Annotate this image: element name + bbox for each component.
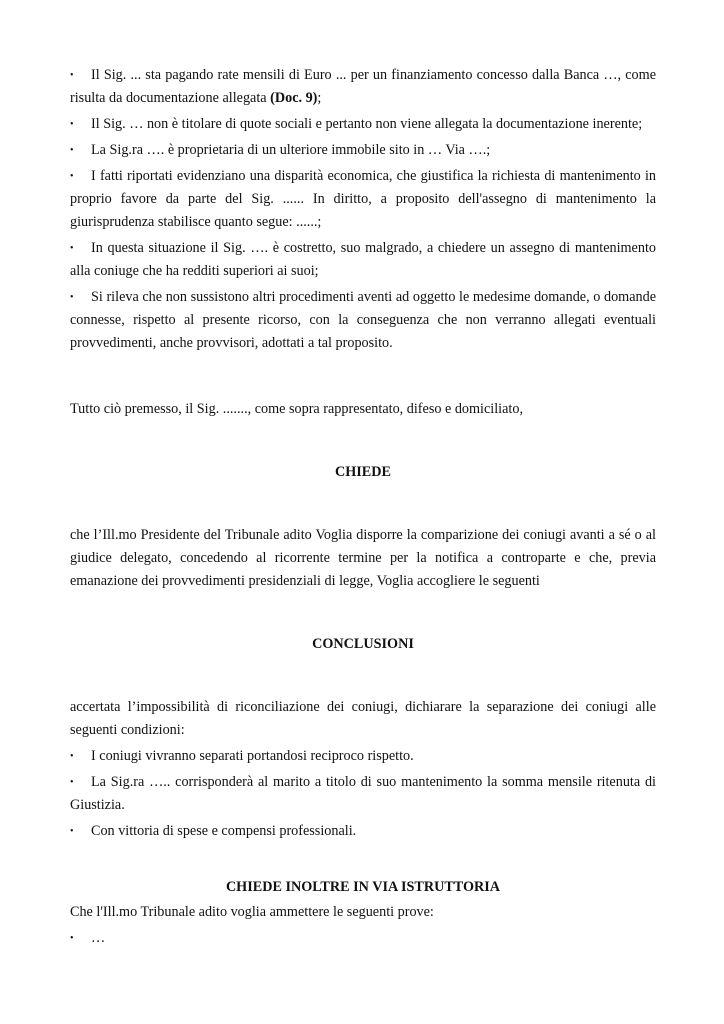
list-item (70, 237, 656, 283)
list-item-text: In questa situazione il Sig. …. è costretto, suo malgrado, a chiedere un assegno di mantenimento alla coniuge che ha redditi superiori ai suoi; (70, 240, 656, 279)
bullet-marker: • (70, 777, 74, 788)
conclusioni-heading: CONCLUSIONI (312, 636, 414, 652)
bullet-marker: • (70, 826, 74, 837)
istruttoria-bullet-list (70, 927, 656, 950)
intro-bullet-list (70, 64, 656, 355)
conclusioni-bullet-list (70, 745, 656, 843)
bullet-marker: • (70, 292, 74, 303)
istruttoria-paragraph: Che l'Ill.mo Tribunale adito voglia ammettere le seguenti prove: (70, 904, 434, 920)
bullet-marker: • (70, 145, 74, 156)
premise-paragraph: Tutto ciò premesso, il Sig. ......., come sopra rappresentato, difeso e domiciliato, (70, 401, 524, 417)
list-item-text-end: ; (317, 90, 322, 106)
list-item-text: Il Sig. ... sta pagando rate mensili di Euro ... per un finanziamento concesso dalla Banca …, come risulta da documentazione allegata (70, 67, 656, 106)
document-page (70, 64, 656, 953)
bullet-marker: • (70, 171, 74, 182)
list-item-text: Si rileva che non sussistono altri procedimenti aventi ad oggetto le medesime domande, o domande connesse, rispetto al presente ricorso, con la conseguenza che non verranno allegati eventuali provvedimenti, anche provvisori, adottati a tal proposito. (70, 289, 656, 351)
list-item (70, 771, 656, 817)
bullet-marker: • (70, 70, 74, 81)
bullet-marker: • (70, 243, 74, 254)
list-item-text: La Sig.ra ….. corrisponderà al marito a titolo di suo mantenimento la somma mensile ritenuta di Giustizia. (70, 774, 656, 813)
istruttoria-heading: CHIEDE INOLTRE IN VIA ISTRUTTORIA (225, 879, 501, 895)
list-item (70, 820, 656, 843)
list-item (70, 927, 656, 950)
doc-reference: (Doc. 9) (270, 90, 318, 106)
conclusioni-paragraph: accertata l’impossibilità di riconciliazione dei coniugi, dichiarare la separazione dei coniugi alle seguenti condizioni: (70, 699, 656, 738)
list-item (70, 113, 656, 136)
bullet-marker: • (70, 119, 74, 130)
list-item-text: I coniugi vivranno separati portandosi reciproco rispetto. (91, 748, 414, 764)
list-item-text: I fatti riportati evidenziano una disparità economica, che giustifica la richiesta di mantenimento in proprio favore da parte del Sig. ...... In diritto, a proposito dell'assegno di mantenimento la giurisprudenza stabilisce quanto segue: ......; (70, 168, 656, 230)
bullet-marker: • (70, 751, 74, 762)
list-item (70, 139, 656, 162)
list-item (70, 745, 656, 768)
bullet-marker: • (70, 933, 74, 944)
chiede-paragraph: che l’Ill.mo Presidente del Tribunale adito Voglia disporre la comparizione dei coniugi avanti a sé o al giudice delegato, concedendo al ricorrente termine per la notifica a controparte e che, previa emanazione dei provvedimenti presidenziali di legge, Voglia accogliere le seguenti (70, 527, 656, 589)
list-item-text: Con vittoria di spese e compensi professionali. (91, 823, 357, 839)
list-item-text: … (91, 930, 106, 946)
list-item (70, 286, 656, 355)
list-item-text: La Sig.ra …. è proprietaria di un ulteriore immobile sito in … Via ….; (91, 142, 491, 158)
list-item (70, 165, 656, 234)
list-item-text: Il Sig. … non è titolare di quote sociali e pertanto non viene allegata la documentazione inerente; (91, 116, 643, 132)
chiede-heading: CHIEDE (335, 464, 391, 480)
list-item (70, 64, 656, 110)
